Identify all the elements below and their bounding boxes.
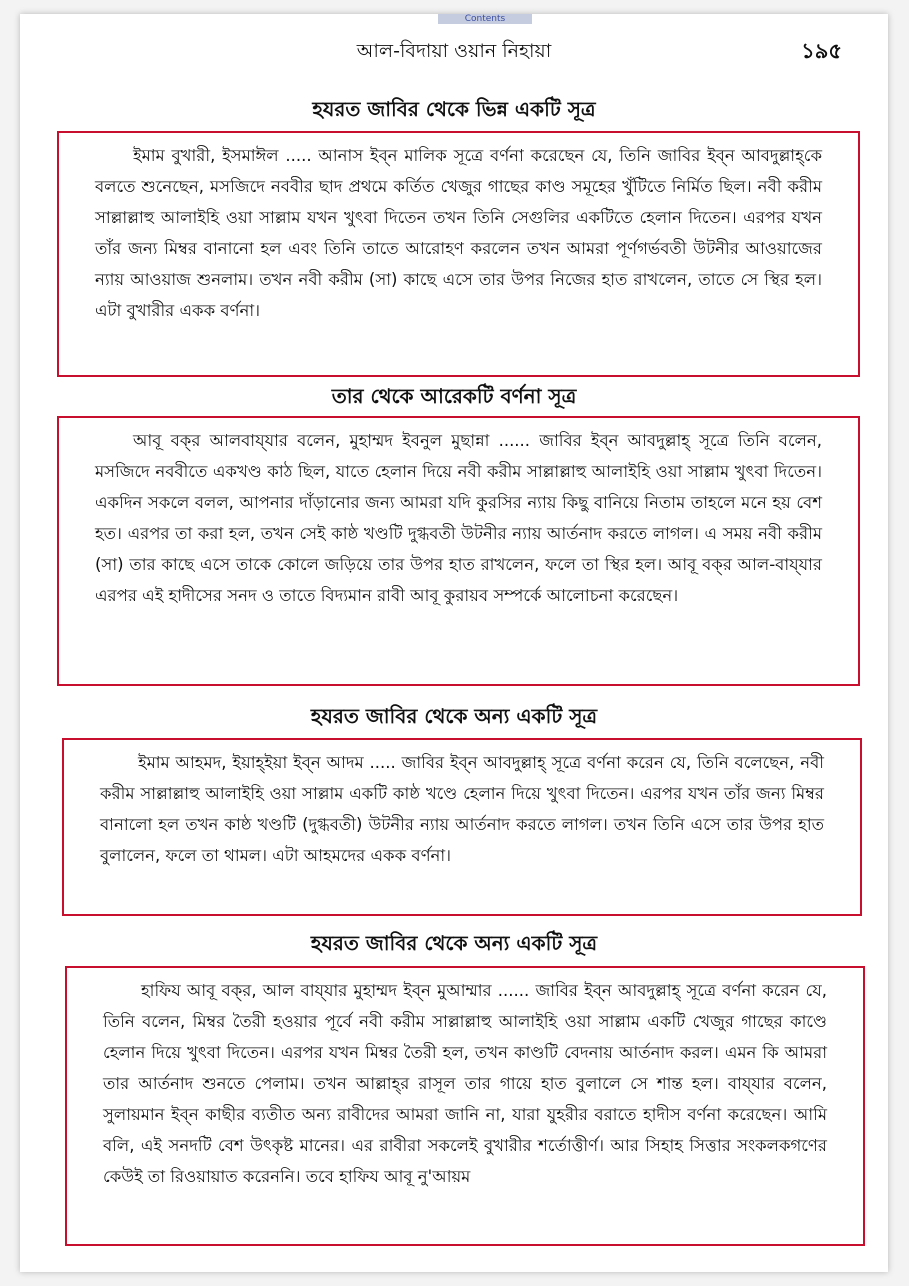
section-heading: হযরত জাবির থেকে অন্য একটি সূত্র [310, 704, 598, 728]
page-number: ১৯৫ [801, 39, 842, 63]
narration-box [57, 416, 860, 686]
narration-text: আবূ বক্‌র আলবায্‌যার বলেন, মুহাম্মদ ইবনুল মুছান্না ...... জাবির ইব্‌ন আবদুল্লাহ্‌ সূত্রে তিনি বলেন, মসজিদে নববীতে একখণ্ড কাঠ ছিল, যাতে হেলান দিয়ে নবী করীম সাল্লাল্লাহু আলাইহি ওয়া সাল্লাম খুৎবা দিতেন। একদিন সকলে বলল, আপনার দাঁড়ানোর জন্য আমরা যদি কুরসির ন্যায় কিছু বানিয়ে নিতাম তাহলে মনে হয় বেশ হত। এরপর তা করা হল, তখন সেই কাষ্ঠ খণ্ডটি দুগ্ধবতী উটনীর ন্যায় আর্তনাদ করতে লাগল। এ সময় নবী করীম (সা) তার কাছে এসে তাকে কোলে জড়িয়ে তার উপর হাত রাখলেন, ফলে তা স্থির হল। আবূ বক্‌র আল-বায্‌যার এরপর এই হাদীসের সনদ ও তাতে বিদ্যমান রাবী আবূ কুরায়ব সম্পর্কে আলোচনা করেছেন। [95, 431, 822, 605]
narration-box [62, 738, 862, 916]
running-header [20, 36, 888, 66]
section-heading: হযরত জাবির থেকে ভিন্ন একটি সূত্র [312, 97, 596, 121]
section-heading: তার থেকে আরেকটি বর্ণনা সূত্র [331, 384, 577, 408]
top-strip: Contents [438, 14, 532, 24]
narration-text: ইমাম আহমদ, ইয়াহ্‌ইয়া ইব্‌ন আদম ..... জাবির ইব্‌ন আবদুল্লাহ্‌ সূত্রে বর্ণনা করেন যে, তিনি বলেছেন, নবী করীম সাল্লাল্লাহু আলাইহি ওয়া সাল্লাম একটি কাষ্ঠ খণ্ডে হেলান দিয়ে খুৎবা দিতেন। এরপর যখন তাঁর জন্য মিম্বর বানালো হল তখন কাষ্ঠ খণ্ডটি (দুগ্ধবতী) উটনীর ন্যায় আর্তনাদ করতে লাগল। তখন তিনি এসে তার উপর হাত বুলালেন, ফলে তা থামল। এটা আহমদের একক বর্ণনা। [100, 753, 824, 865]
section-heading: হযরত জাবির থেকে অন্য একটি সূত্র [310, 931, 598, 955]
narration-box [57, 131, 860, 377]
book-page [20, 14, 888, 1272]
running-title: আল-বিদায়া ওয়ান নিহায়া [356, 40, 552, 62]
narration-text: ইমাম বুখারী, ইসমাঈল ..... আনাস ইব্‌ন মালিক সূত্রে বর্ণনা করেছেন যে, তিনি জাবির ইব্‌ন আবদুল্লাহ্‌কে বলতে শুনেছেন, মসজিদে নববীর ছাদ প্রথমে কর্তিত খেজুর গাছের কাণ্ড সমূহের খুঁটিতে নির্মিত ছিল। নবী করীম সাল্লাল্লাহু আলাইহি ওয়া সাল্লাম যখন খুৎবা দিতেন তখন তিনি সেগুলির একটিতে হেলান দিতেন। এরপর যখন তাঁর জন্য মিম্বর বানানো হল এবং তিনি তাতে আরোহণ করলেন তখন আমরা পূর্ণগর্ভবতী উটনীর আওয়াজের ন্যায় আওয়াজ শুনলাম। তখন নবী করীম (সা) কাছে এসে তার উপর নিজের হাত রাখলেন, তাতে সে স্থির হল। এটা বুখারীর একক বর্ণনা। [95, 146, 822, 320]
narration-text: হাফিয আবূ বক্‌র, আল বায্‌যার মুহাম্মদ ইব্‌ন মুআম্মার ...... জাবির ইব্‌ন আবদুল্লাহ্‌ সূত্রে বর্ণনা করেন যে, তিনি বলেন, মিম্বর তৈরী হওয়ার পূর্বে নবী করীম সাল্লাল্লাহু আলাইহি ওয়া সাল্লাম একটি খেজুর গাছের কাণ্ডে হেলান দিয়ে খুৎবা দিতেন। এরপর যখন মিম্বর তৈরী হল, তখন কাণ্ডটি বেদনায় আর্তনাদ করল। এমন কি আমরা তার আর্তনাদ শুনতে পেলাম। তখন আল্লাহ্‌র রাসূল তার গায়ে হাত বুলালে সে শান্ত হল। বায্‌যার বলেন, সুলায়মান ইব্‌ন কাছীর ব্যতীত অন্য রাবীদের আমরা জানি না, যারা যুহরীর বরাতে হাদীস বর্ণনা করেছেন। আমি বলি, এই সনদটি বেশ উৎকৃষ্ট মানের। এর রাবীরা সকলেই বুখারীর শর্তোত্তীর্ণ। আর সিহাহ সিত্তার সংকলকগণের কেউই তা রিওয়ায়াত করেননি। তবে হাফিয আবূ নু'আয়ম [103, 981, 827, 1186]
narration-box [65, 966, 865, 1246]
